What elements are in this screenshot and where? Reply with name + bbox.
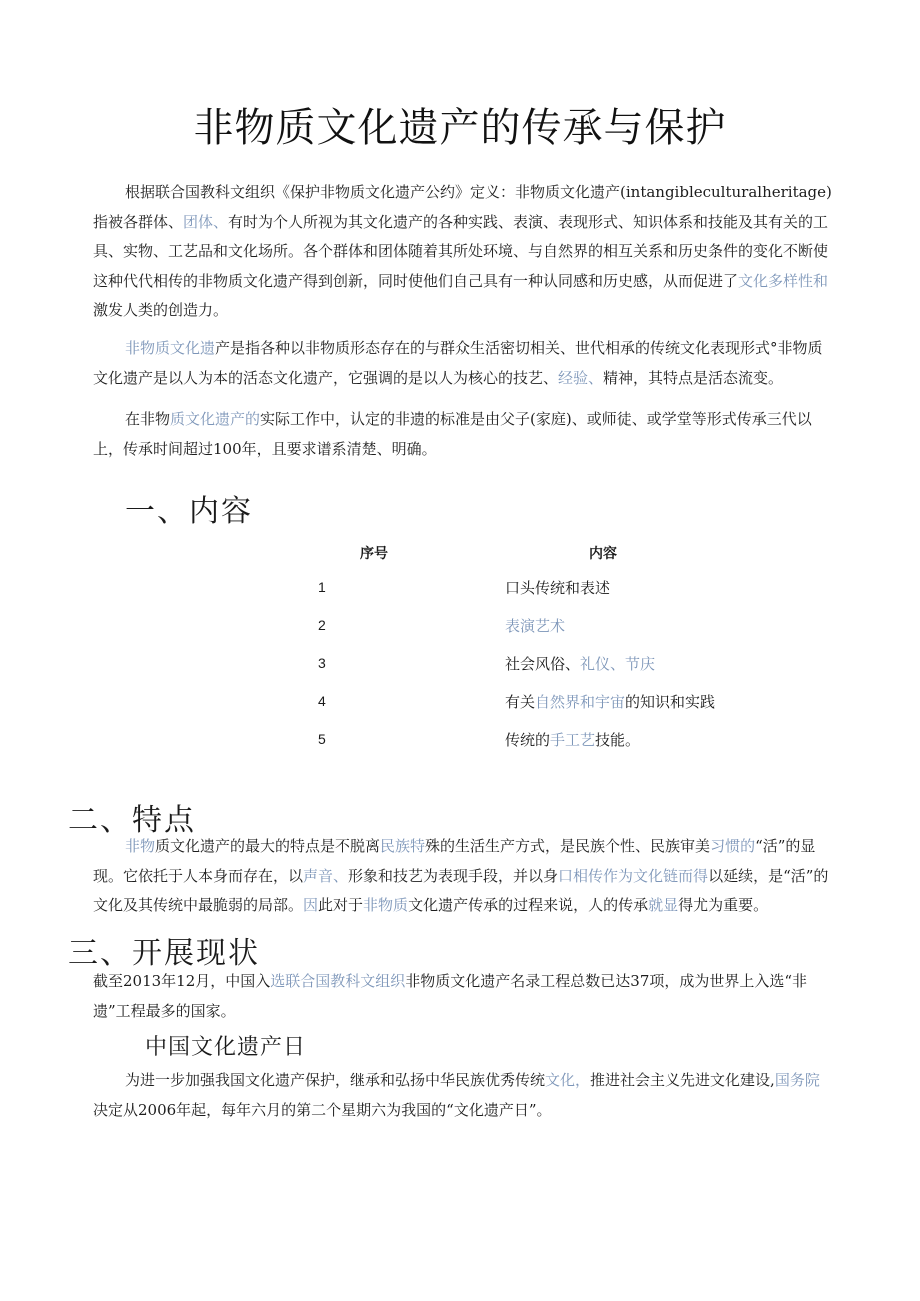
inline-link[interactable]: 礼仪、节庆: [580, 654, 656, 673]
text-run: 激发人类的创造力。: [93, 301, 229, 319]
text-run: 的知识和实践: [625, 692, 716, 711]
text-run: 在非物: [125, 410, 171, 428]
table-cell-content: [505, 568, 715, 606]
text-run: 得尤为重要。: [678, 896, 769, 914]
table-row: [300, 720, 715, 758]
text-run: 有关: [505, 692, 536, 711]
inline-link[interactable]: 经验、: [558, 368, 604, 387]
table-header-row: [300, 538, 715, 568]
table-cell-content: [505, 682, 715, 720]
text-run: 根据联合国教科文组织《保护非物质文化遗产公约》定义：非物质文化遗产(intangibleculturalheritage)指被各群体、: [93, 183, 832, 231]
inline-link[interactable]: 非物质文化遗: [125, 339, 216, 357]
text-run: 文化遗产传承的过程来说，人的传承: [408, 896, 649, 914]
inline-link[interactable]: 选联合国教科文组织: [270, 972, 406, 990]
text-run: 传统的: [505, 730, 551, 749]
section-heading-features: 二、特点: [68, 803, 196, 838]
table-cell-content: [505, 720, 715, 758]
text-run: 口头传统和表述: [505, 578, 611, 597]
table-row: [300, 644, 715, 682]
text-run: 推进社会主义先进文化建设,: [590, 1071, 775, 1089]
table-cell-content: [505, 606, 715, 644]
text-run: 社会风俗、: [505, 654, 581, 673]
inline-link[interactable]: 非物质: [363, 896, 409, 914]
text-run: 决定从2006年起，每年六月的第二个星期六为我国的“文化遗产日”。: [93, 1100, 552, 1119]
table-cell-num: 4: [318, 693, 326, 709]
table-cell-content: [505, 644, 715, 682]
table-cell-num: 5: [318, 731, 326, 747]
table-row: [300, 568, 715, 606]
intro-paragraph-2: [93, 334, 833, 393]
text-run: 此对于: [318, 896, 364, 914]
text-run: 形象和技艺为表现手段，并以身: [348, 866, 559, 885]
text-run: 实际工作中，认定的非遗的标准是由父子(家庭)、或师徒、或学堂等形式传承三代以上，传承时间超过100年，且要求谱系清楚、明确。: [93, 410, 812, 458]
inline-link[interactable]: 表演艺术: [505, 616, 566, 635]
intro-paragraph-3: [93, 405, 833, 464]
text-run: “活”的显现。它依托于人本身而存在，以: [93, 837, 816, 885]
table-cell-num: 3: [318, 655, 326, 671]
inline-link[interactable]: 习惯的: [710, 837, 756, 855]
text-run: 截至2013年12月，中国入: [93, 972, 271, 990]
text-run: 殊的生活生产方式，是民族个性、民族审美: [425, 837, 711, 855]
inline-link[interactable]: 民族特: [380, 837, 426, 855]
inline-link[interactable]: 声音、: [303, 866, 349, 885]
features-paragraph: [93, 832, 833, 921]
text-run: 精神，其特点是活态流变。: [603, 368, 784, 387]
section-heading-status: 三、开展现状: [68, 936, 260, 971]
heritage-day-paragraph: [93, 1066, 833, 1125]
page-title: 非物质文化遗产的传承与保护: [193, 105, 727, 151]
inline-link[interactable]: 非物: [125, 837, 156, 855]
text-run: 产是指各种以非物质形态存在的与群众生活密切相关、世代相承的传统文化表现形式°非物质文化遗产是以人为本的活态文化遗产，它强调的是以人为核心的技艺、: [93, 339, 823, 387]
inline-link[interactable]: 文化，: [545, 1071, 591, 1089]
subheading-heritage-day: 中国文化遗产日: [145, 1035, 307, 1060]
inline-link[interactable]: 国务院: [774, 1071, 820, 1089]
text-run: 有时为个人所视为其文化遗产的各种实践、表演、表现形式、知识体系和技能及其有关的工具、实物、工艺品和文化场所。各个群体和团体随着其所处环境、与自然界的相互关系和历史条件的变化不断使这种代代相传的非物质文化遗产得到创新，同时使他们自己具有一种认同感和历史感，从而促进了: [93, 212, 829, 290]
table-cell-num: 2: [318, 617, 326, 633]
text-run: 非物质文化遗产名录工程总数已达37项，成为世界上入选“非遗”工程最多的国家。: [93, 972, 808, 1020]
inline-link[interactable]: 就显: [648, 896, 679, 914]
text-run: 技能。: [595, 730, 641, 749]
inline-link[interactable]: 自然界和宇宙: [535, 692, 626, 711]
table-header-num: 序号: [360, 546, 388, 562]
inline-link[interactable]: 文化多样性和: [738, 271, 829, 290]
text-run: 为进一步加强我国文化遗产保护，继承和弘扬中华民族优秀传统: [125, 1071, 546, 1089]
table-row: [300, 682, 715, 720]
table-row: [300, 606, 715, 644]
inline-link[interactable]: 因: [303, 896, 319, 914]
table-header-content: 内容: [589, 546, 617, 562]
inline-link[interactable]: 口相传作为文化链而得: [558, 866, 709, 885]
content-table: [300, 538, 715, 758]
inline-link[interactable]: 质文化遗产的: [170, 410, 261, 428]
section-heading-content: 一、内容: [125, 494, 253, 529]
text-run: 以延续，是“活”的文化及其传统中最脆弱的局部。: [93, 866, 829, 914]
inline-link[interactable]: 团体、: [183, 212, 229, 231]
intro-paragraph-1: [93, 178, 833, 326]
table-cell-num: 1: [318, 579, 326, 595]
status-paragraph: [93, 967, 833, 1026]
text-run: 质文化遗产的最大的特点是不脱离: [155, 837, 381, 855]
inline-link[interactable]: 手工艺: [550, 730, 596, 749]
